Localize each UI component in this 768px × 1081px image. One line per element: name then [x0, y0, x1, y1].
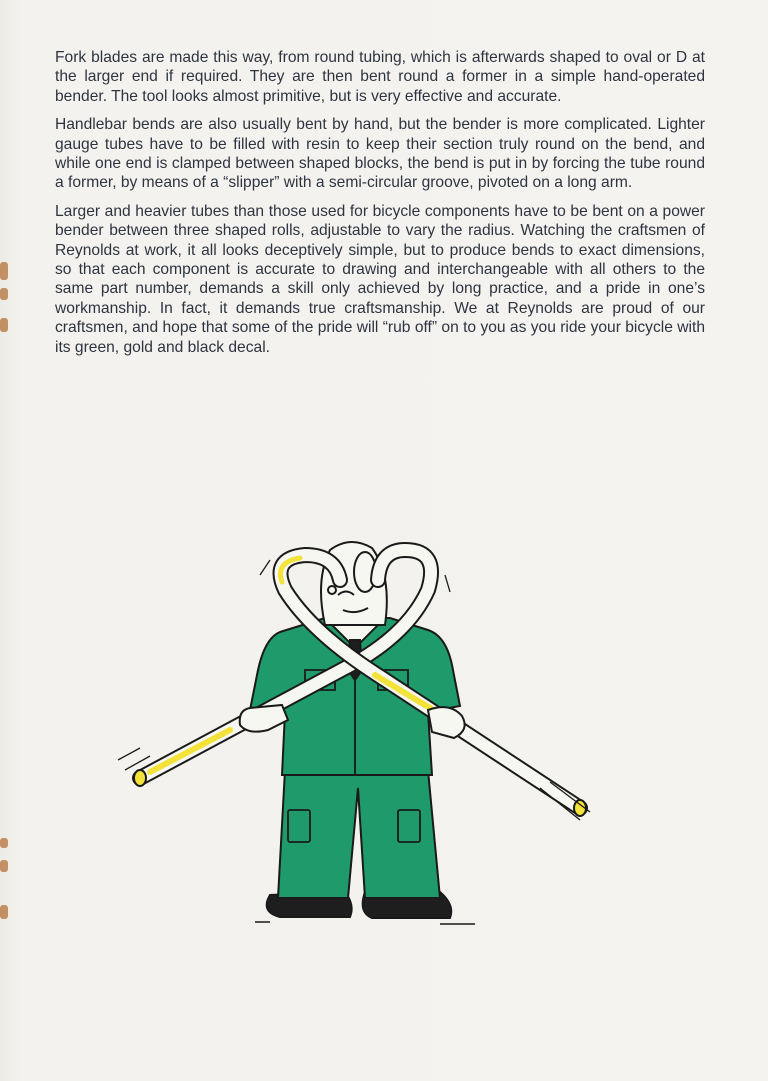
rust-stain — [0, 860, 8, 872]
rust-stain — [0, 838, 8, 848]
paragraph-handlebar-bends: Handlebar bends are also usually bent by hand, but the bender is more complicated. Lighter gauge tubes have to be filled with resin to keep their section truly round on the bend, and while one end is clamped between shaped blocks, the bend is put in by forcing the tube round a former, by means of a “slipper” with a semi-circular groove, pivoted on a long arm. — [55, 116, 705, 192]
craftsman-illustration — [110, 520, 630, 940]
body-text — [55, 48, 705, 366]
overalls-legs — [278, 770, 440, 898]
paragraph-heavier-tubes: Larger and heavier tubes than those used for bicycle components have to be bent on a power bender between three shaped rolls, adjustable to vary the radius. Watching the craftsmen of Reynolds at work, it all looks deceptively simple, but to produce bends to exact dimensions, so that each component is accurate to drawing and interchangeable with all others to the same part number, demands a skill only achieved by long practice, and a pride in one’s workmanship. In fact, it demands true craftsmanship. We at Reynolds are proud of our craftsmen, and hope that some of the pride will “rub off” on to you as you ride your bicycle with its green, gold and black decal. — [55, 202, 705, 356]
rust-stain — [0, 262, 8, 280]
rust-stain — [0, 288, 8, 300]
paragraph-fork-blades: Fork blades are made this way, from round tubing, which is afterwards shaped to oval or D at the larger end if required. They are then bent round a former in a simple hand-operated bender. The tool looks almost primitive, but is very effective and accurate. — [55, 49, 705, 105]
rust-stain — [0, 905, 8, 919]
rust-stain — [0, 318, 8, 332]
